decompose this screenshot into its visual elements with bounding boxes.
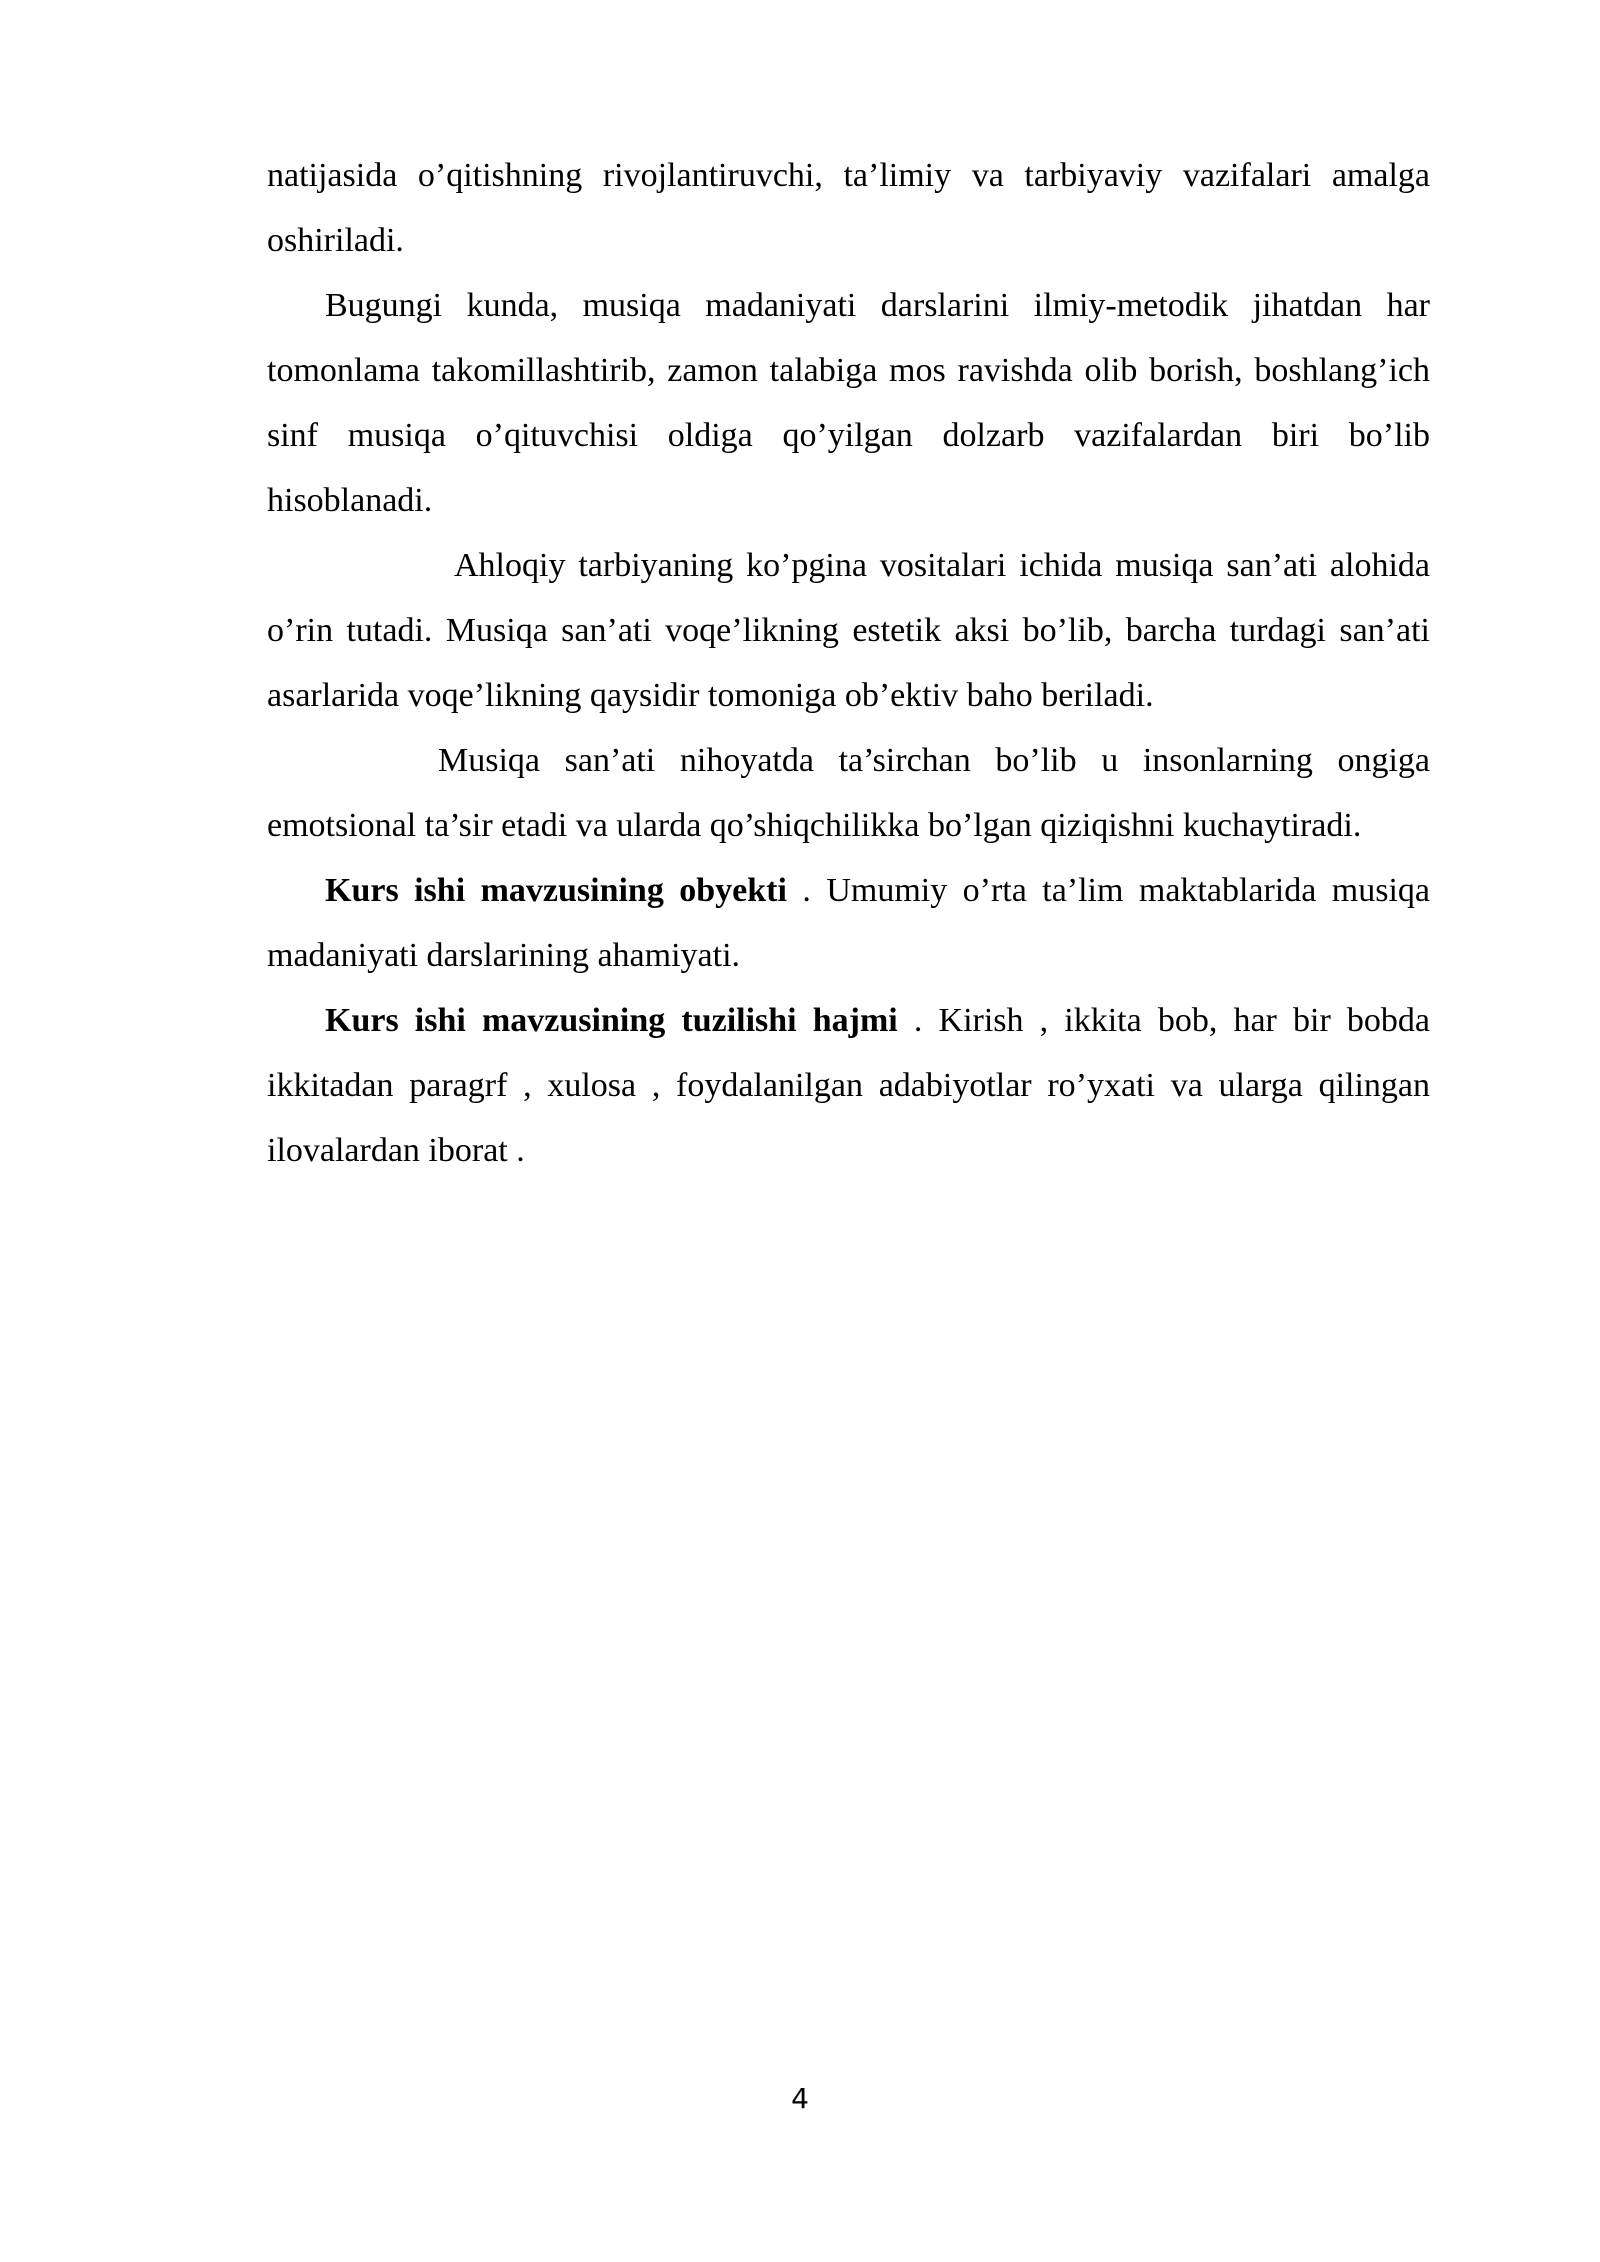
paragraph-course-structure bbox=[267, 988, 1430, 1183]
course-structure-heading: Kurs ishi mavzusining tuzilishi hajmi bbox=[325, 1002, 898, 1039]
paragraph-text: Ahloqiy tarbiyaning ko’pgina vositalari ichida musiqa san’ati alohida o’rin tutadi. Musiqa san’ati voqe’likning estetik aksi bo’lib, barcha turdagi san’ati asarlarida voqe’likning qaysidir tomoniga ob’ektiv baho beriladi. bbox=[267, 547, 1430, 714]
paragraph-text: Bugungi kunda, musiqa madaniyati darslarini ilmiy-metodik jihatdan har tomonlama takomillashtirib, zamon talabiga mos ravishda olib borish, boshlang’ich sinf musiqa o’qituvchisi oldiga qo’yilgan dolzarb vazifalardan biri bo’lib hisoblanadi. bbox=[267, 287, 1430, 519]
paragraph-text: Musiqa san’ati nihoyatda ta’sirchan bo’lib u insonlarning ongiga emotsional ta’sir etadi va ularda qo’shiqchilikka bo’lgan qiziqishni kuchaytiradi. bbox=[267, 742, 1430, 844]
course-object-heading: Kurs ishi mavzusining obyekti bbox=[325, 872, 787, 909]
paragraph-music-art bbox=[267, 728, 1430, 858]
paragraph-text: natijasida o’qitishning rivojlantiruvchi, ta’limiy va tarbiyaviy vazifalari amalga oshiriladi. bbox=[267, 157, 1430, 259]
document-body bbox=[267, 143, 1430, 1183]
paragraph-course-object bbox=[267, 858, 1430, 988]
paragraph-text: . Kirish , ikkita bob, har bir bobda ikkitadan paragrf , xulosa , foydalanilgan adabiyotlar ro’yxati va ularga qilingan ilovalardan iborat . bbox=[267, 1002, 1430, 1169]
page-number: 4 bbox=[791, 2082, 809, 2115]
paragraph-music-lessons bbox=[267, 273, 1430, 533]
paragraph-moral-education bbox=[267, 533, 1430, 728]
paragraph-text: . Umumiy o’rta ta’lim maktablarida musiqa madaniyati darslarining ahamiyati. bbox=[267, 872, 1430, 974]
paragraph-continuation bbox=[267, 143, 1430, 273]
